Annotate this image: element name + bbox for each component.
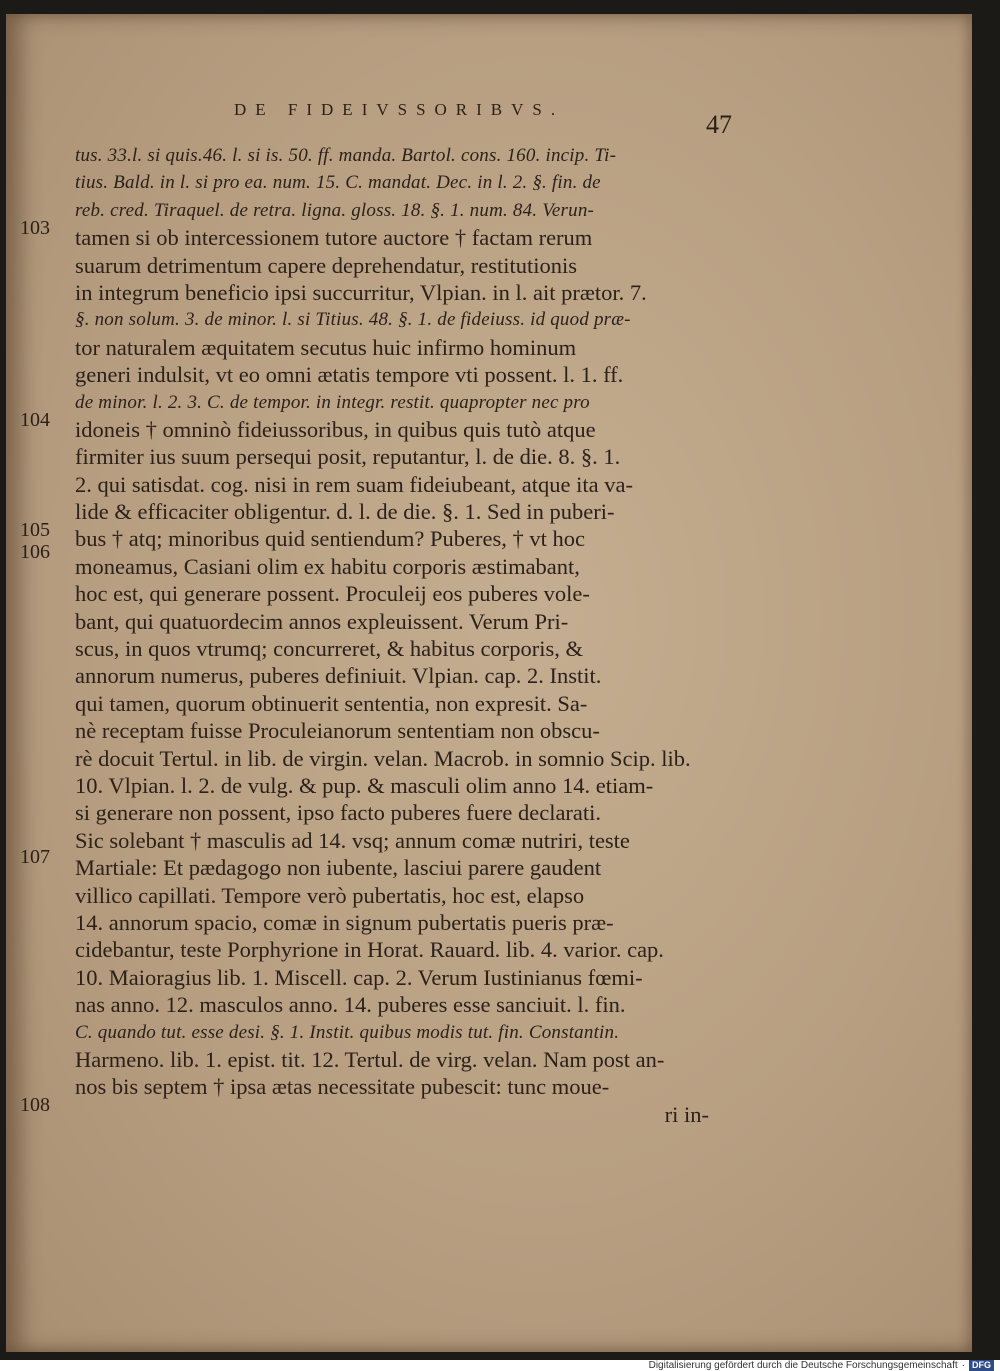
text-line: rè docuit Tertul. in lib. de virgin. velan. Macrob. in somnio Scip. lib. <box>75 745 691 771</box>
text-line: firmiter ius suum persequi posit, reputantur, l. de die. 8. §. 1. <box>75 444 621 470</box>
text-line: tus. 33.l. si quis.46. l. si is. 50. ff. manda. Bartol. cons. 160. incip. Ti- <box>75 145 617 166</box>
book-page <box>6 14 972 1352</box>
body-text <box>75 142 745 1128</box>
text-line: in integrum beneficio ipsi succurritur, Vlpian. in l. ait prætor. 7. <box>75 279 647 305</box>
text-line: nos bis septem † ipsa ætas necessitate pubescit: tunc moue- <box>75 1074 610 1100</box>
margin-number: 106 <box>20 541 50 563</box>
text-line: scus, in quos vtrumq; concurreret, & habitus corporis, & <box>75 636 584 662</box>
text-line: reb. cred. Tiraquel. de retra. ligna. gloss. 18. §. 1. num. 84. Verun- <box>75 199 595 221</box>
dfg-logo: DFG <box>969 1360 994 1371</box>
margin-number: 108 <box>20 1094 50 1116</box>
text-line: Sic solebant † masculis ad 14. vsq; annum comæ nutriri, teste <box>75 827 630 853</box>
text-line: tor naturalem æquitatem secutus huic infirmo hominum <box>75 334 577 360</box>
text-line: moneamus, Casiani olim ex habitu corporis æstimabant, <box>75 553 580 579</box>
text-line: tius. Bald. in l. si pro ea. num. 15. C. mandat. Dec. in l. 2. §. fin. de <box>75 172 601 194</box>
text-line: hoc est, qui generare possent. Proculeij eos puberes vole- <box>75 581 590 607</box>
text-line: nè receptam fuisse Proculeianorum sententiam non obscu- <box>75 718 600 744</box>
text-line: lide & efficaciter obligentur. d. l. de die. §. 1. Sed in puberi- <box>75 499 615 525</box>
margin-number: 107 <box>20 846 50 868</box>
text-line: nas anno. 12. masculos anno. 14. puberes esse sanciuit. l. fin. <box>75 992 626 1018</box>
text-line: §. non solum. 3. de minor. l. si Titius. 48. §. 1. de fideiuss. id quod præ- <box>75 309 631 331</box>
text-line: 2. qui satisdat. cog. nisi in rem suam fideiubeant, atque ita va- <box>75 471 633 497</box>
footer-credit <box>649 1360 994 1371</box>
text-line: cidebantur, teste Porphyrione in Horat. Rauard. lib. 4. varior. cap. <box>75 937 664 963</box>
text-line: C. quando tut. esse desi. §. 1. Instit. quibus modis tut. fin. Constantin. <box>75 1021 620 1043</box>
text-line: bus † atq; minoribus quid sentiendum? Puberes, † vt hoc <box>75 526 585 552</box>
separator-dot: · <box>961 1360 965 1371</box>
text-line: tamen si ob intercessionem tutore auctore † factam rerum <box>75 225 593 251</box>
page-number: 47 <box>706 110 732 139</box>
text-line: suarum detrimentum capere deprehendatur, restitutionis <box>75 252 578 278</box>
margin-number: 105 <box>20 519 50 541</box>
text-line: 14. annorum spacio, comæ in signum pubertatis pueris præ- <box>75 909 614 935</box>
footer-text: Digitalisierung gefördert durch die Deutsche Forschungsgemeinschaft <box>648 1360 958 1371</box>
text-line: Harmeno. lib. 1. epist. tit. 12. Tertul. de virg. velan. Nam post an- <box>75 1046 665 1072</box>
text-line: villico capillati. Tempore verò pubertatis, hoc est, elapso <box>75 882 585 908</box>
text-line: annorum numerus, puberes definiuit. Vlpian. cap. 2. Instit. <box>75 663 602 689</box>
text-line: idoneis † omninò fideiussoribus, in quibus quis tutò atque <box>75 416 596 442</box>
text-line: 10. Vlpian. l. 2. de vulg. & pup. & masculi olim anno 14. etiam- <box>75 772 654 798</box>
text-line: bant, qui quatuordecim annos expleuissent. Verum Pri- <box>75 608 569 634</box>
running-head: DE FIDEIVSSORIBVS. <box>234 100 565 119</box>
catchword: ri in- <box>664 1101 709 1127</box>
text-line: generi indulsit, vt eo omni ætatis tempore vti possent. l. 1. ff. <box>75 362 624 388</box>
margin-number: 103 <box>20 217 50 239</box>
text-line: qui tamen, quorum obtinuerit sententia, non expresit. Sa- <box>75 690 588 716</box>
text-line: de minor. l. 2. 3. C. de tempor. in integr. restit. quapropter nec pro <box>75 391 590 413</box>
text-line: si generare non possent, ipso facto puberes fuere declarati. <box>75 800 602 826</box>
text-line: Martiale: Et pædagogo non iubente, lasciui parere gaudent <box>75 855 602 881</box>
text-line: 10. Maioragius lib. 1. Miscell. cap. 2. Verum Iustinianus fœmi- <box>75 964 643 990</box>
margin-number: 104 <box>20 409 50 431</box>
